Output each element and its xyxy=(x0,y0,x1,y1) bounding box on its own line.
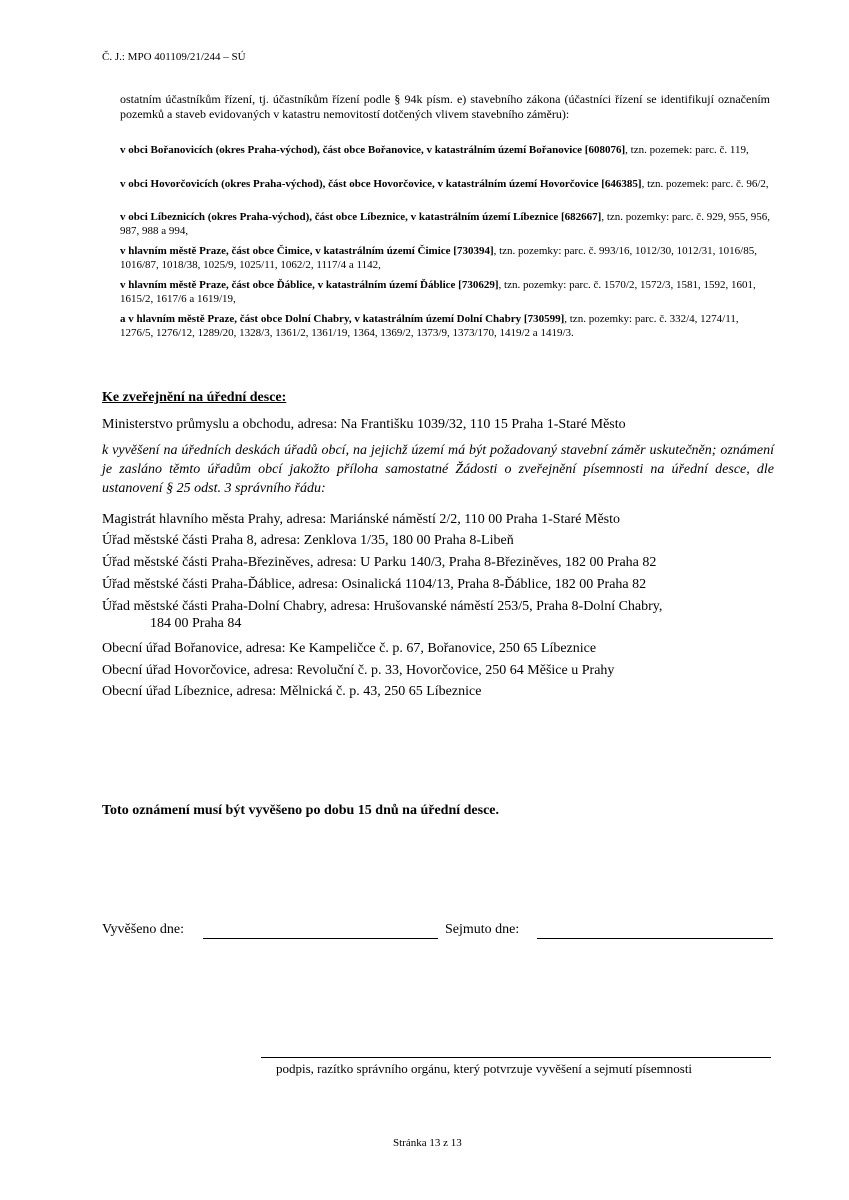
ministry-address: Ministerstvo průmyslu a obchodu, adresa: Na Františku 1039/32, 110 15 Praha 1-Staré Město xyxy=(102,417,626,432)
office-dablice: Úřad městské části Praha-Ďáblice, adresa: Osinalická 1104/13, Praha 8-Ďáblice, 182 00 Praha 82 xyxy=(102,577,647,592)
location-boranovice xyxy=(120,143,770,157)
office-boranovice: Obecní úřad Bořanovice, adresa: Ke Kampeličce č. p. 67, Bořanovice, 250 65 Líbeznice xyxy=(102,641,597,656)
location-name: v obci Hovorčovicích (okres Praha-východ), část obce Hovorčovice, v katastrálním území Hovorčovice [646385] xyxy=(120,178,642,190)
location-parcels: , tzn. pozemek: parc. č. 119, xyxy=(625,144,749,156)
signature-line xyxy=(261,1057,771,1058)
location-name: v hlavním městě Praze, část obce Čimice, v katastrálním území Čimice [730394] xyxy=(120,245,494,257)
posted-date-label: Vyvěšeno dne: xyxy=(102,922,185,937)
location-name: v obci Líbeznicích (okres Praha-východ), část obce Líbeznice, v katastrálním území Líbeznice [682667] xyxy=(120,211,602,223)
location-parcels: , tzn. pozemky: parc. č. 929, 955, 956, 987, 988 a 994, xyxy=(120,211,770,237)
office-hovorcovice: Obecní úřad Hovorčovice, adresa: Revoluční č. p. 33, Hovorčovice, 250 64 Měšice u Prahy xyxy=(102,663,615,678)
location-parcels: , tzn. pozemky: parc. č. 1570/2, 1572/3, 1581, 1592, 1601, 1615/2, 1617/6 a 1619/19, xyxy=(120,279,756,305)
office-praha-8: Úřad městské části Praha 8, adresa: Zenklova 1/35, 180 00 Praha 8-Libeň xyxy=(102,533,514,548)
office-libeznice: Obecní úřad Líbeznice, adresa: Mělnická č. p. 43, 250 65 Líbeznice xyxy=(102,684,482,699)
location-name: v hlavním městě Praze, část obce Ďáblice, v katastrálním území Ďáblice [730629] xyxy=(120,279,499,291)
location-name: a v hlavním městě Praze, část obce Dolní Chabry, v katastrálním území Dolní Chabry [730599] xyxy=(120,313,565,325)
section-title: Ke zveřejnění na úřední desce: xyxy=(102,390,287,405)
location-name: v obci Bořanovicích (okres Praha-východ), část obce Bořanovice, v katastrálním území Bořanovice [608076] xyxy=(120,144,626,156)
document-reference: Č. J.: MPO 401109/21/244 – SÚ xyxy=(102,51,246,63)
removed-date-field xyxy=(537,938,773,939)
location-parcels: , tzn. pozemek: parc. č. 96/2, xyxy=(641,178,769,190)
location-dolni-chabry xyxy=(120,312,770,340)
location-dablice xyxy=(120,278,770,306)
office-magistrat: Magistrát hlavního města Prahy, adresa: Mariánské náměstí 2/2, 110 00 Praha 1-Staré Město xyxy=(102,512,621,527)
location-libeznice xyxy=(120,210,770,238)
removed-date-label: Sejmuto dne: xyxy=(445,922,520,937)
posted-date-field xyxy=(203,938,438,939)
page-number: Stránka 13 z 13 xyxy=(393,1137,462,1149)
location-parcels: , tzn. pozemky: parc. č. 993/16, 1012/30, 1012/31, 1016/85, 1016/87, 1018/38, 1025/9, 1025/11, 1062/2, 1117/4 a 1142, xyxy=(120,245,757,271)
intro-paragraph: ostatním účastníkům řízení, tj. účastníkům řízení podle § 94k písm. e) stavebního zákona (účastníci řízení se identifikují označením pozemků a staveb evidovaných v katastru nemovitostí dotčených vlivem stavebního záměru): xyxy=(120,92,770,121)
signature-caption: podpis, razítko správního orgánu, který potvrzuje vyvěšení a sejmutí písemnosti xyxy=(276,1061,693,1076)
office-brezineves: Úřad městské části Praha-Březiněves, adresa: U Parku 140/3, Praha 8-Březiněves, 182 00 Praha 82 xyxy=(102,555,657,570)
posting-duration-notice: Toto oznámení musí být vyvěšeno po dobu 15 dnů na úřední desce. xyxy=(102,803,500,818)
posting-instructions: k vyvěšení na úředních deskách úřadů obcí, na jejichž území má být požadovaný stavební záměr uskutečněn; oznámení je zasláno těmto úřadům obcí jakožto příloha samostatné Žádosti o zveřejnění písemnosti na úřední desce, dle ustanovení § 25 odst. 3 správního řádu: xyxy=(102,443,774,496)
office-dolni-chabry xyxy=(102,598,762,632)
office-address-line: Úřad městské části Praha-Dolní Chabry, adresa: Hrušovanské náměstí 253/5, Praha 8-Dolní Chabry, xyxy=(102,599,663,614)
location-cimice xyxy=(120,244,770,272)
location-hovorcovice xyxy=(120,177,770,191)
location-parcels: , tzn. pozemky: parc. č. 332/4, 1274/11, 1276/5, 1276/12, 1289/20, 1328/3, 1361/2, 1361/19, 1364, 1369/2, 1373/9, 1373/170, 1419/2 a 1419/3. xyxy=(120,313,739,339)
office-address-line: 184 00 Praha 84 xyxy=(150,616,242,631)
